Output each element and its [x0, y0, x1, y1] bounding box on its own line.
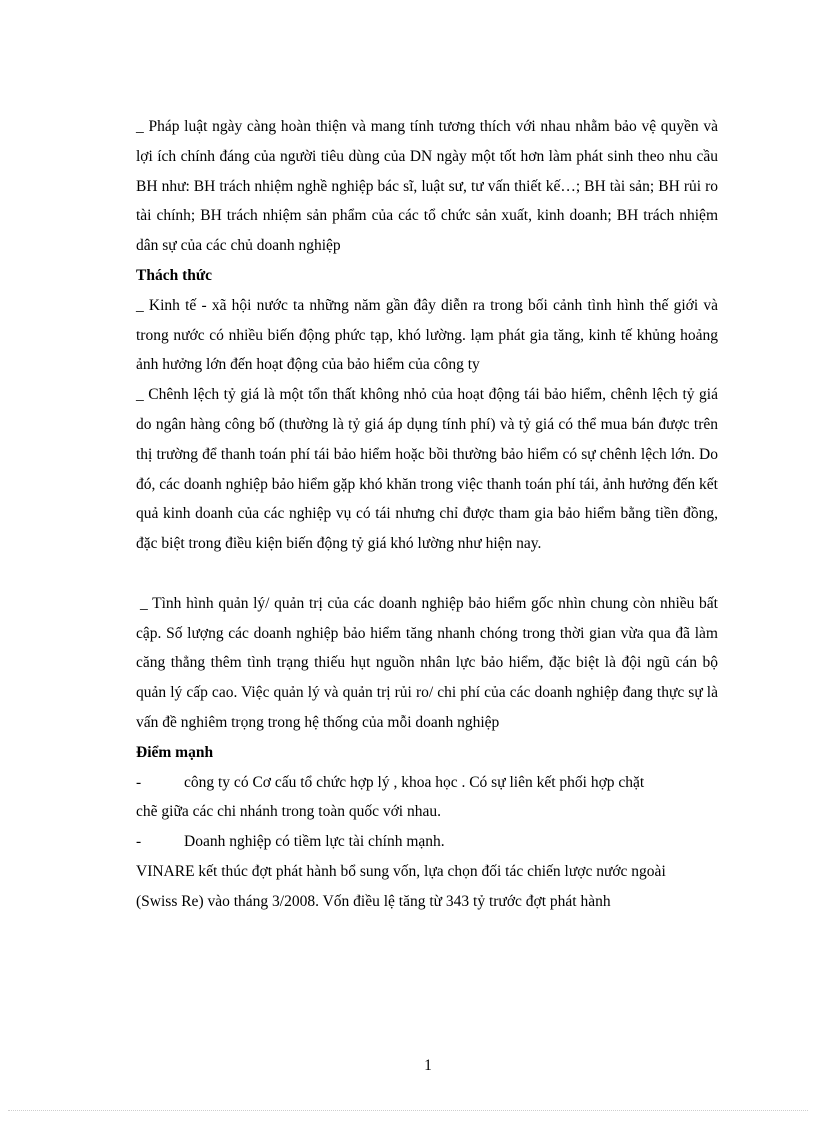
paragraph-gap — [136, 559, 718, 589]
paragraph-exchange-rate: _ Chênh lệch tỷ giá là một tổn thất không nhỏ của hoạt động tái bảo hiểm, chênh lệch tỷ giá do ngân hàng công bố (thường là tỷ giá áp dụng tính phí) và tỷ giá có thể mua bán được trên thị trường để thanh toán phí tái bảo hiểm hoặc bồi thường bảo hiểm có sự chênh lệch lớn. Do đó, các doanh nghiệp bảo hiểm gặp khó khăn trong việc thanh toán phí tái, ảnh hưởng đến kết quả kinh doanh của các nghiệp vụ có tái nhưng chỉ được tham gia bảo hiểm bằng tiền đồng, đặc biệt trong điều kiện biến động tỷ giá khó lường như hiện nay. — [136, 386, 718, 553]
bullet-text: Doanh nghiệp có tiềm lực tài chính mạnh. — [184, 833, 445, 851]
bullet-item — [136, 827, 718, 857]
paragraph-legal: _ Pháp luật ngày càng hoàn thiện và mang tính tương thích với nhau nhằm bảo vệ quyền và lợi ích chính đáng của người tiêu dùng của DN ngày một tốt hơn làm phát sinh theo nhu cầu BH như: BH trách nhiệm nghề nghiệp bác sĩ, luật sư, tư vấn thiết kế…; BH tài sản; BH rủi ro tài chính; BH trách nhiệm sản phẩm của các tổ chức sản xuất, kinh doanh; BH trách nhiệm dân sự của các chủ doanh nghiệp — [136, 118, 718, 255]
paragraph-vinare: VINARE kết thúc đợt phát hành bổ sung vốn, lựa chọn đối tác chiến lược nước ngoài — [136, 862, 666, 880]
paragraph-economy: _ Kinh tế - xã hội nước ta những năm gần đây diễn ra trong bối cảnh tình hình thế giới và trong nước có nhiều biến động phức tạp, khó lường. lạm phát gia tăng, kinh tế khủng hoảng ảnh hưởng lớn đến hoạt động của bảo hiểm của công ty — [136, 296, 718, 374]
document-body — [136, 112, 718, 917]
bullet-text: công ty có Cơ cấu tổ chức hợp lý , khoa học . Có sự liên kết phối hợp chặt — [184, 773, 645, 791]
heading-strengths: Điểm mạnh — [136, 743, 214, 761]
paragraph-swiss-re: (Swiss Re) vào tháng 3/2008. Vốn điều lệ tăng từ 343 tỷ trước đợt phát hành — [136, 892, 611, 910]
bullet-dash: - — [136, 833, 142, 851]
page-number: 1 — [424, 1057, 432, 1074]
page-bottom-divider — [8, 1110, 808, 1111]
bullet-continuation: chẽ giữa các chi nhánh trong toàn quốc với nhau. — [136, 803, 441, 821]
heading-challenges: Thách thức — [136, 266, 213, 284]
paragraph-management: _ Tình hình quản lý/ quản trị của các doanh nghiệp bảo hiểm gốc nhìn chung còn nhiều bất cập. Số lượng các doanh nghiệp bảo hiểm tăng nhanh chóng trong thời gian vừa qua đã làm căng thẳng thêm tình trạng thiếu hụt nguồn nhân lực bảo hiểm, đặc biệt là đội ngũ cán bộ quản lý cấp cao. Việc quản lý và quản trị rủi ro/ chi phí của các doanh nghiệp đang thực sự là vấn đề nghiêm trọng trong hệ thống của mỗi doanh nghiệp — [136, 594, 718, 731]
bullet-item — [136, 768, 718, 798]
bullet-dash: - — [136, 773, 142, 791]
